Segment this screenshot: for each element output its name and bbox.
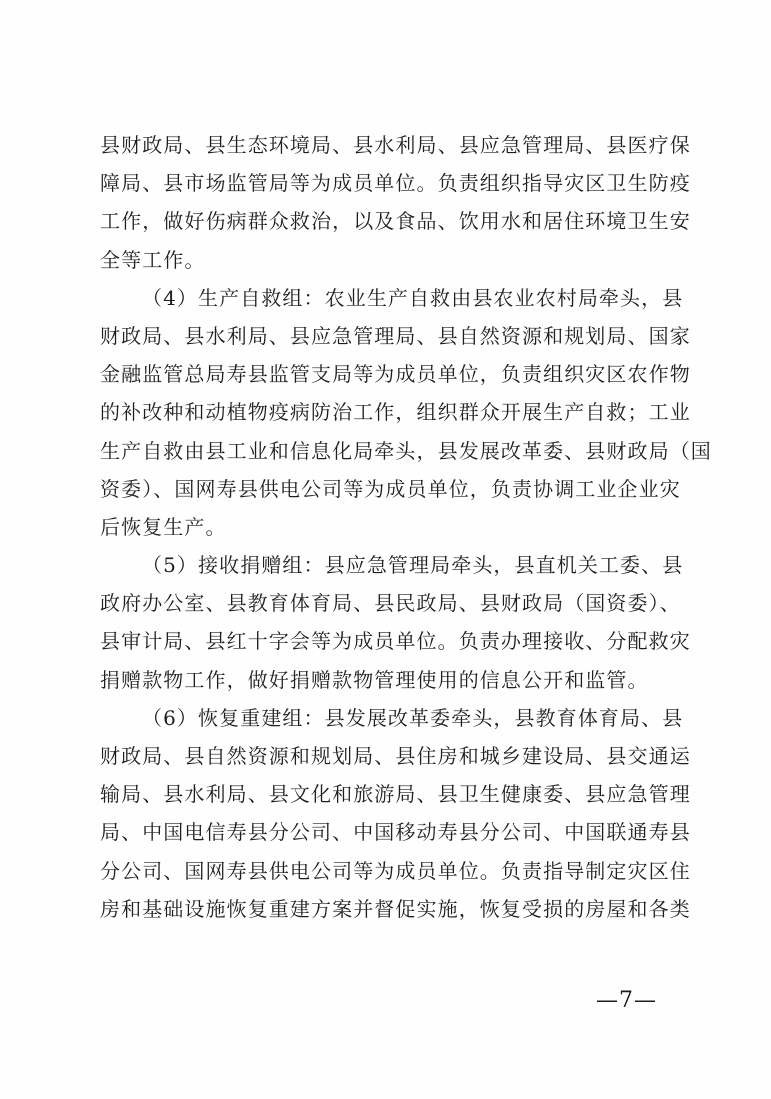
text-line: 工作，做好伤病群众救治，以及食品、饮用水和居住环境卫生安 xyxy=(100,209,691,234)
text-line: 政府办公室、县教育体育局、县民政局、县财政局（国资委）、 xyxy=(100,591,681,616)
text-line: 捐赠款物工作，做好捐赠款物管理使用的信息公开和监管。 xyxy=(100,667,649,692)
text-line: 房和基础设施恢复重建方案并督促实施，恢复受损的房屋和各类 xyxy=(100,896,691,921)
text-line: 障局、县市场监管局等为成员单位。负责组织指导灾区卫生防疫 xyxy=(100,171,691,196)
text-line: 全等工作。 xyxy=(100,247,206,272)
text-line: 县财政局、县生态环境局、县水利局、县应急管理局、县医疗保 xyxy=(100,133,691,157)
text-line: 县审计局、县红十字会等为成员单位。负责办理接收、分配救灾 xyxy=(100,629,691,654)
text-line: 财政局、县水利局、县应急管理局、县自然资源和规划局、国家 xyxy=(100,323,691,348)
paragraph-start-line: （5）接收捐赠组：县应急管理局牵头，县直机关工委、县 xyxy=(142,553,684,578)
page-number: —7— xyxy=(596,988,657,1013)
paragraph-start-line: （6）恢复重建组：县发展改革委牵头，县教育体育局、县 xyxy=(142,705,684,730)
text-line: 的补改种和动植物疫病防治工作，组织群众开展生产自救；工业 xyxy=(100,400,691,425)
text-line: 输局、县水利局、县文化和旅游局、县卫生健康委、县应急管理 xyxy=(100,782,691,807)
text-line: 金融监管总局寿县监管支局等为成员单位，负责组织灾区农作物 xyxy=(100,362,691,387)
text-line: 财政局、县自然资源和规划局、县住房和城乡建设局、县交通运 xyxy=(100,744,691,768)
text-line: 生产自救由县工业和信息化局牵头，县发展改革委、县财政局（国 xyxy=(100,438,712,463)
body-text xyxy=(100,126,712,928)
paragraph-start-line: （4）生产自救组：农业生产自救由县农业农村局牵头，县 xyxy=(142,285,684,310)
text-line: 资委）、国网寿县供电公司等为成员单位，负责协调工业企业灾 xyxy=(100,476,681,501)
text-line: 后恢复生产。 xyxy=(100,514,227,539)
text-line: 分公司、国网寿县供电公司等为成员单位。负责指导制定灾区住 xyxy=(100,858,691,883)
text-line: 局、中国电信寿县分公司、中国移动寿县分公司、中国联通寿县 xyxy=(100,820,691,845)
